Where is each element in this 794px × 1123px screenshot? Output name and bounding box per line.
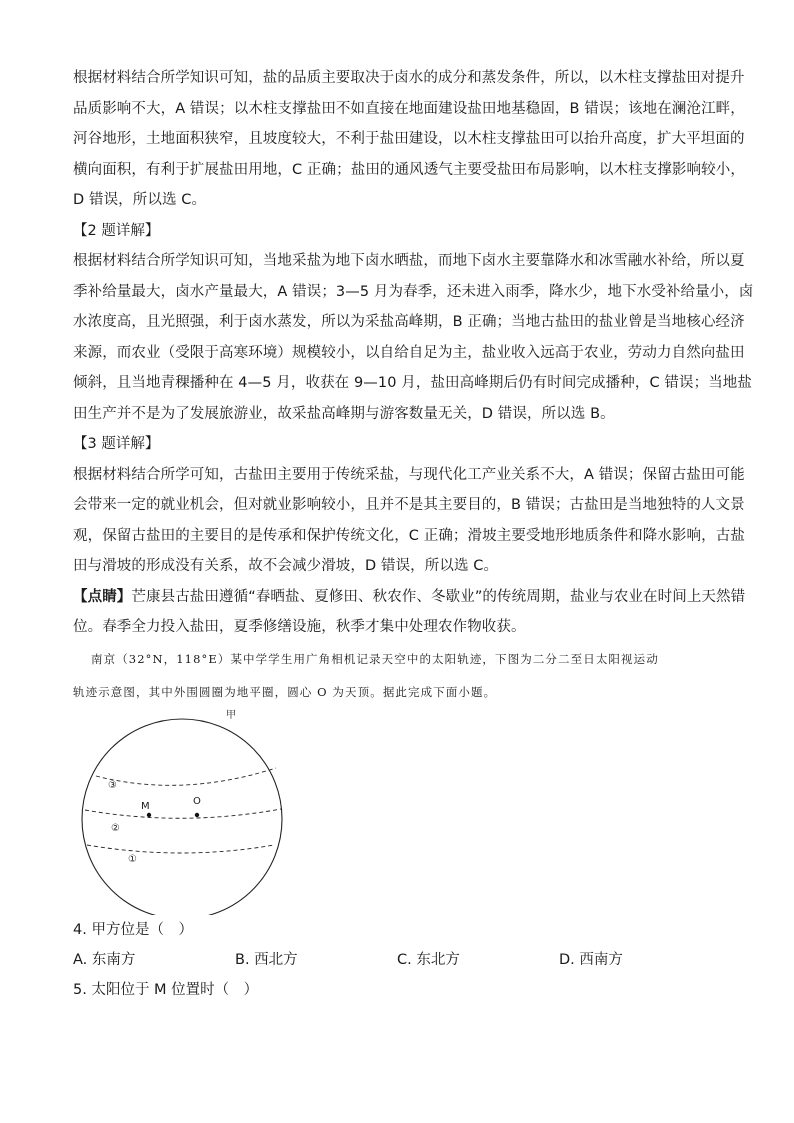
text-line: 田生产并不是为了发展旅游业，故采盐高峰期与游客数量无关，D 错误，所以选 B。	[73, 405, 615, 422]
text-line: 河谷地形，土地面积狭窄，且坡度较大，不利于盐田建设，以木柱支撑盐田可以抬升高度，扩大平坦面的	[73, 131, 745, 147]
question-4-options	[73, 945, 723, 975]
sun-point-m	[147, 812, 151, 816]
text-line: 位。春季全力投入盐田，夏季修缮设施，秋季才集中处理农作物收获。	[73, 619, 526, 635]
text-line: 品质影响不大，A 错误；以木柱支撑盐田不如直接在地面建设盐田地基稳固，B 错误；该地在澜沧江畔，	[73, 100, 745, 117]
q2-explanation	[73, 246, 754, 429]
text-line: 根据材料结合所学知识可知，盐的品质主要取决于卤水的成分和蒸发条件，所以，以木柱支撑盐田对提升	[73, 70, 745, 86]
page-content	[73, 63, 754, 1005]
label-path-3: ③	[108, 779, 117, 791]
text-line	[73, 582, 746, 613]
question-intro	[73, 643, 723, 709]
text-line: 横向面积，有利于扩展盐田用地，C 正确；盐田的通风透气主要受盐田布局影响，以木柱支撑影响较小，	[73, 161, 745, 178]
q2-heading: 【2 题详解】	[73, 222, 160, 239]
sun-path-1	[87, 845, 274, 853]
label-path-2: ②	[111, 822, 120, 834]
sun-path-2	[85, 809, 281, 818]
option-b: B. 西北方	[235, 951, 298, 968]
q3-heading: 【3 题详解】	[73, 436, 160, 452]
option-c: C. 东北方	[397, 951, 460, 968]
sun-path-diagram	[69, 709, 299, 915]
dianjing-label: 【点睛】	[73, 588, 132, 605]
text-line: 田与滑坡的形成没有关系，故不会减少滑坡，D 错误，所以选 C。	[73, 558, 499, 574]
q1-explanation	[73, 63, 745, 216]
label-m: M	[141, 800, 150, 812]
text-line: 会带来一定的就业机会，但对就业影响较小，且并不是其主要目的，B 错误；古盐田是当地独特的人文景	[73, 497, 745, 513]
text-line: D 错误，所以选 C。	[73, 192, 207, 208]
intro-line: 南京（32°N，118°E）某中学学生用广角相机记录天空中的太阳轨迹，下图为二分二至日太阳视运动	[91, 651, 659, 666]
label-path-1: ①	[128, 853, 137, 865]
dianjing-text: 芒康县古盐田遵循“春晒盐、夏修田、秋农作、冬歇业”的传统周期，盐业与农业在时间上天然错	[131, 588, 746, 605]
label-jia: 甲	[226, 709, 236, 721]
text-line: 观，保留古盐田的主要目的是传承和保护传统文化，C 正确；滑坡主要受地形地质条件和降水影响，古盐	[73, 527, 745, 544]
label-o: O	[193, 795, 201, 807]
text-line: 根据材料结合所学知识可知，当地采盐为地下卤水晒盐，而地下卤水主要靠降水和冰雪融水补给，所以夏	[73, 253, 745, 269]
sun-path-3	[96, 768, 276, 785]
option-a: A. 东南方	[73, 951, 136, 968]
sun-path-svg	[69, 715, 299, 915]
zenith-point-o	[195, 812, 199, 816]
text-line: 根据材料结合所学可知，古盐田主要用于传统采盐，与现代化工产业关系不大，A 错误；保留古盐田可能	[73, 466, 745, 483]
text-line: 倾斜，且当地青稞播种在 4—5 月，收获在 9—10 月，盐田高峰期后仍有时间完成播种，C 错误；当地盐	[73, 375, 752, 391]
question-5-stem: 5. 太阳位于 M 位置时（ ）	[73, 981, 259, 998]
option-d: D. 西南方	[559, 951, 623, 968]
horizon-circle	[82, 719, 282, 915]
intro-line: 轨迹示意图，其中外围圆圈为地平圈，圆心 O 为天顶。据此完成下面小题。	[73, 684, 497, 699]
q3-explanation	[73, 460, 745, 582]
question-4-stem: 4. 甲方位是（ ）	[73, 921, 193, 938]
text-line: 季补给量最大，卤水产量最大，A 错误；3—5 月为春季，还未进入雨季，降水少，地下水受补给量小，卤	[73, 283, 754, 300]
text-line: 水浓度高，且光照强，利于卤水蒸发，所以为采盐高峰期，B 正确；当地古盐田的盐业曾是当地核心经济	[73, 314, 745, 330]
dianjing-note	[73, 582, 746, 643]
text-line: 来源，而农业（受限于高寒环境）规模较小，以自给自足为主，盐业收入远高于农业，劳动力自然向盐田	[73, 344, 745, 361]
